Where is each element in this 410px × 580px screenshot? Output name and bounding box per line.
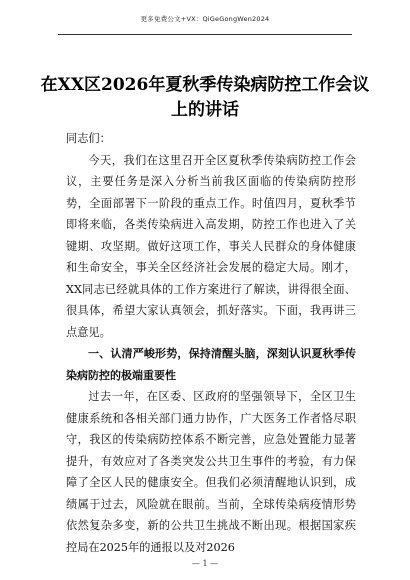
section-heading: 一、认清严峻形势，保持清醒头脑，深刻认识夏秋季传染病防控的极端重要性 xyxy=(66,347,356,382)
header-divider xyxy=(58,34,352,35)
greeting: 同志们： xyxy=(66,132,111,145)
paragraph: 今天，我们在这里召开全区夏秋季传染病防控工作会议，主要任务是深入分析当前我区面临的传染病防控形势，全面部署下一阶段的重点工作。时值四月，夏秋季节即将来临，各类传染病进入高发期，防控工作也进入了关键期、攻坚期。做好这项工作，事关人民群众的身体健康和生命安全，事关全区经济社会发展的稳定大局。刚才，XX同志已经就具体的工作方案进行了解读，讲得很全面、很具体，希望大家认真领会，抓好落实。下面，我再讲三点意见。 xyxy=(66,153,356,339)
page-number: — 1 — xyxy=(191,559,219,568)
document-body xyxy=(66,128,356,558)
paragraph: 过去一年，在区委、区政府的坚强领导下，全区卫生健康系统和各相关部门通力协作，广大医务工作者恪尽职守，我区的传染病防控体系不断完善，应急处置能力显著提升，有效应对了各类突发公共卫生事件的考验，有力保障了全区人民的健康安全。但我们必须清醒地认识到，成绩属于过去，风险就在眼前。当前，全球传染病疫情形势依然复杂多变，新的公共卫生挑战不断出现。根据国家疾控局在2025年的通报以及对2026 xyxy=(66,390,356,554)
document-title: 在XX区2026年夏秋季传染病防控工作会议上的讲话 xyxy=(40,75,370,121)
header-note: 更多免费公文+VX：QiGeGongWen2024 xyxy=(140,15,270,23)
